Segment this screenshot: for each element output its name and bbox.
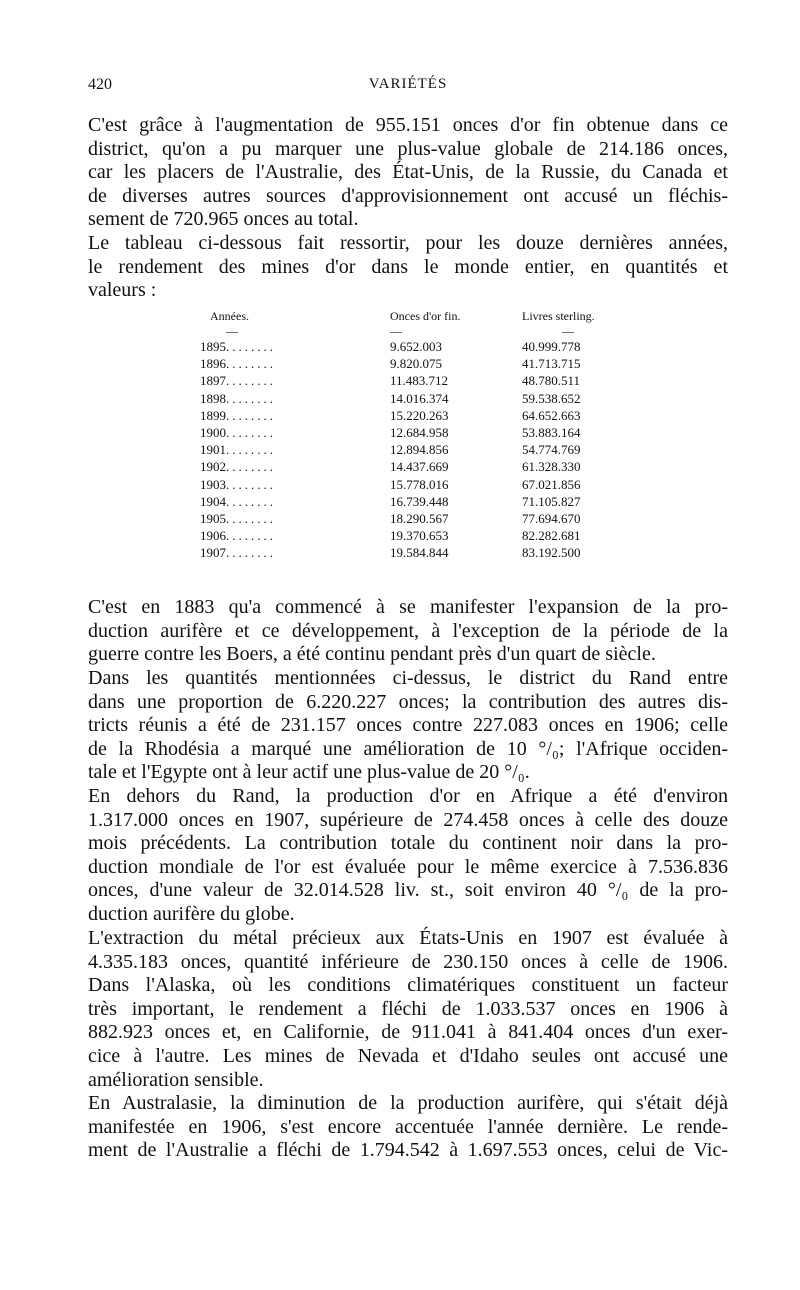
dot-leader: ........ [226, 511, 276, 527]
table-row [200, 544, 682, 561]
year-value: 1904 [200, 493, 226, 509]
table-row [200, 424, 682, 441]
year-value: 1899 [200, 407, 226, 423]
table-row [200, 407, 682, 424]
ounces-cell: 12.684.958 [390, 425, 449, 441]
pounds-cell: 53.883.164 [522, 425, 581, 441]
year-cell [200, 355, 386, 372]
dot-leader: ........ [226, 493, 276, 509]
year-cell [200, 372, 386, 389]
text-line: valeurs : [88, 279, 157, 302]
table-row [200, 441, 682, 458]
text-line: tale et l'Egypte ont à leur actif une plus-value de 20 °/₀. [88, 761, 530, 784]
text-line: de la Rhodésia a marqué une amélioration de 10 °/₀; l'Afrique occiden- [88, 737, 728, 760]
text-line: L'extraction du métal précieux aux États-Unis en 1907 est évaluée à [88, 927, 728, 949]
year-value: 1901 [200, 442, 226, 458]
dot-leader: ........ [226, 407, 276, 423]
paragraph-7 [88, 1092, 728, 1163]
year-value: 1907 [200, 545, 226, 561]
year-value: 1906 [200, 528, 226, 544]
pounds-cell: 83.192.500 [522, 545, 581, 561]
year-value: 1900 [200, 425, 226, 441]
year-cell [200, 338, 386, 355]
dot-leader: ........ [226, 373, 276, 389]
text-line: guerre contre les Boers, a été continu pendant près d'un quart de siècle. [88, 643, 656, 666]
text-line: onces, d'une valeur de 32.014.528 liv. st., soit environ 40 °/₀ de la pro- [88, 879, 728, 902]
year-value: 1903 [200, 476, 226, 492]
dot-leader: ........ [226, 339, 276, 354]
ounces-cell: 16.739.448 [390, 493, 449, 509]
pounds-cell: 59.538.652 [522, 390, 581, 406]
text-line: En Australasie, la diminution de la production aurifère, qui s'était déjà [88, 1092, 728, 1114]
text-line: 4.335.183 onces, quantité inférieure de 230.150 onces à celle de 1906. [88, 950, 728, 973]
text-line: dans une proportion de 6.220.227 onces; la contribution des autres dis- [88, 690, 728, 713]
year-cell [200, 441, 386, 458]
text-line: district, qu'on a pu marquer une plus-value globale de 214.186 onces, [88, 137, 728, 160]
year-value: 1896 [200, 356, 226, 372]
year-cell [200, 510, 386, 527]
paragraph-6 [88, 927, 728, 1092]
pounds-cell: 67.021.856 [522, 476, 581, 492]
year-cell [200, 458, 386, 475]
pounds-cell: 41.713.715 [522, 356, 581, 372]
ounces-cell: 9.820.075 [390, 356, 442, 372]
pounds-cell: 77.694.670 [522, 511, 581, 527]
ounces-cell: 15.220.263 [390, 407, 449, 423]
text-line: duction aurifère et ce développement, à l'exception de la période de la [88, 619, 728, 642]
table-row [200, 338, 682, 355]
pounds-cell: 61.328.330 [522, 459, 581, 475]
text-line: cice à l'autre. Les mines de Nevada et d'Idaho seules ont accusé une [88, 1044, 728, 1067]
table-row [200, 372, 682, 389]
dot-leader: ........ [226, 425, 276, 441]
pounds-cell: 40.999.778 [522, 339, 581, 354]
text-line: très important, le rendement a fléchi de 1.033.537 onces en 1906 à [88, 997, 728, 1020]
text-line: Dans l'Alaska, où les conditions climatériques constituent un facteur [88, 974, 728, 997]
text-line: 882.923 onces et, en Californie, de 911.041 à 841.404 onces d'un exer- [88, 1021, 728, 1044]
ounces-cell: 12.894.856 [390, 442, 449, 458]
page-number: 420 [88, 76, 112, 93]
ounces-cell: 9.652.003 [390, 339, 442, 354]
gold-production-table [200, 308, 682, 562]
year-cell [200, 407, 386, 424]
text-line: Le tableau ci-dessous fait ressortir, pour les douze dernières années, [88, 232, 728, 254]
dot-leader: ........ [226, 459, 276, 475]
ounces-cell: 14.437.669 [390, 459, 449, 475]
text-line: En dehors du Rand, la production d'or en Afrique a été d'environ [88, 785, 728, 807]
text-line: ment de l'Australie a fléchi de 1.794.542 à 1.697.553 onces, celui de Vic- [88, 1139, 728, 1162]
table-row [200, 510, 682, 527]
text-line: tricts réunis a été de 231.157 onces contre 227.083 onces en 1906; celle [88, 714, 728, 737]
dash: — [562, 324, 574, 338]
dot-leader: ........ [226, 356, 276, 372]
text-line: de diverses autres sources d'approvisionnement ont accusé un fléchis- [88, 184, 728, 207]
dot-leader: ........ [226, 545, 276, 561]
ounces-cell: 19.370.653 [390, 528, 449, 544]
year-cell [200, 527, 386, 544]
table-row [200, 458, 682, 475]
pounds-cell: 71.105.827 [522, 493, 581, 509]
running-title: VARIÉTÉS [368, 76, 448, 92]
year-value: 1895 [200, 339, 226, 354]
dash: — [226, 324, 238, 338]
paragraph-1 [88, 114, 728, 232]
table-row [200, 527, 682, 544]
table-row [200, 476, 682, 493]
paragraph-5 [88, 785, 728, 927]
text-line: Dans les quantités mentionnées ci-dessus, le district du Rand entre [88, 667, 728, 689]
ounces-cell: 14.016.374 [390, 390, 449, 406]
dot-leader: ........ [226, 476, 276, 492]
text-line: sement de 720.965 onces au total. [88, 208, 359, 231]
dot-leader: ........ [226, 390, 276, 406]
table-row [200, 390, 682, 407]
ounces-cell: 19.584.844 [390, 545, 449, 561]
year-cell [200, 424, 386, 441]
year-value: 1902 [200, 459, 226, 475]
text-line: 1.317.000 onces en 1907, supérieure de 274.458 onces à celle des douze [88, 808, 728, 831]
column-header-pounds: Livres sterling. [522, 308, 595, 323]
ounces-cell: 15.778.016 [390, 476, 449, 492]
year-cell [200, 390, 386, 407]
year-value: 1905 [200, 511, 226, 527]
paragraph-2 [88, 232, 728, 303]
pounds-cell: 64.652.663 [522, 407, 581, 423]
year-cell [200, 476, 386, 493]
text-line: duction aurifère du globe. [88, 902, 295, 925]
year-cell [200, 544, 386, 561]
year-value: 1897 [200, 373, 226, 389]
text-line: car les placers de l'Australie, des État-Unis, de la Russie, du Canada et [88, 161, 728, 184]
year-value: 1898 [200, 390, 226, 406]
paragraph-3 [88, 596, 728, 667]
table-row [200, 493, 682, 510]
paragraph-4 [88, 667, 728, 785]
pounds-cell: 54.774.769 [522, 442, 581, 458]
page-header [88, 76, 728, 98]
text-line: C'est grâce à l'augmentation de 955.151 onces d'or fin obtenue dans ce [88, 114, 728, 136]
table-dash-row [200, 324, 682, 338]
ounces-cell: 11.483.712 [390, 373, 449, 389]
column-header-year: Années. [210, 308, 249, 323]
text-line: le rendement des mines d'or dans le monde entier, en quantités et [88, 255, 728, 278]
dash: — [390, 324, 402, 338]
table-row [200, 355, 682, 372]
text-line: manifestée en 1906, s'est encore accentuée l'année dernière. Le rende- [88, 1115, 728, 1138]
dot-leader: ........ [226, 442, 276, 458]
pounds-cell: 82.282.681 [522, 528, 581, 544]
dot-leader: ........ [226, 528, 276, 544]
text-line: C'est en 1883 qu'a commencé à se manifester l'expansion de la pro- [88, 596, 728, 618]
text-line: amélioration sensible. [88, 1068, 264, 1091]
year-cell [200, 493, 386, 510]
text-line: mois précédents. La contribution totale du continent noir dans la pro- [88, 832, 728, 855]
pounds-cell: 48.780.511 [522, 373, 581, 389]
text-line: duction mondiale de l'or est évaluée pour le même exercice à 7.536.836 [88, 855, 728, 878]
ounces-cell: 18.290.567 [390, 511, 449, 527]
column-header-ounces: Onces d'or fin. [390, 308, 461, 323]
table-header-row [200, 308, 682, 324]
